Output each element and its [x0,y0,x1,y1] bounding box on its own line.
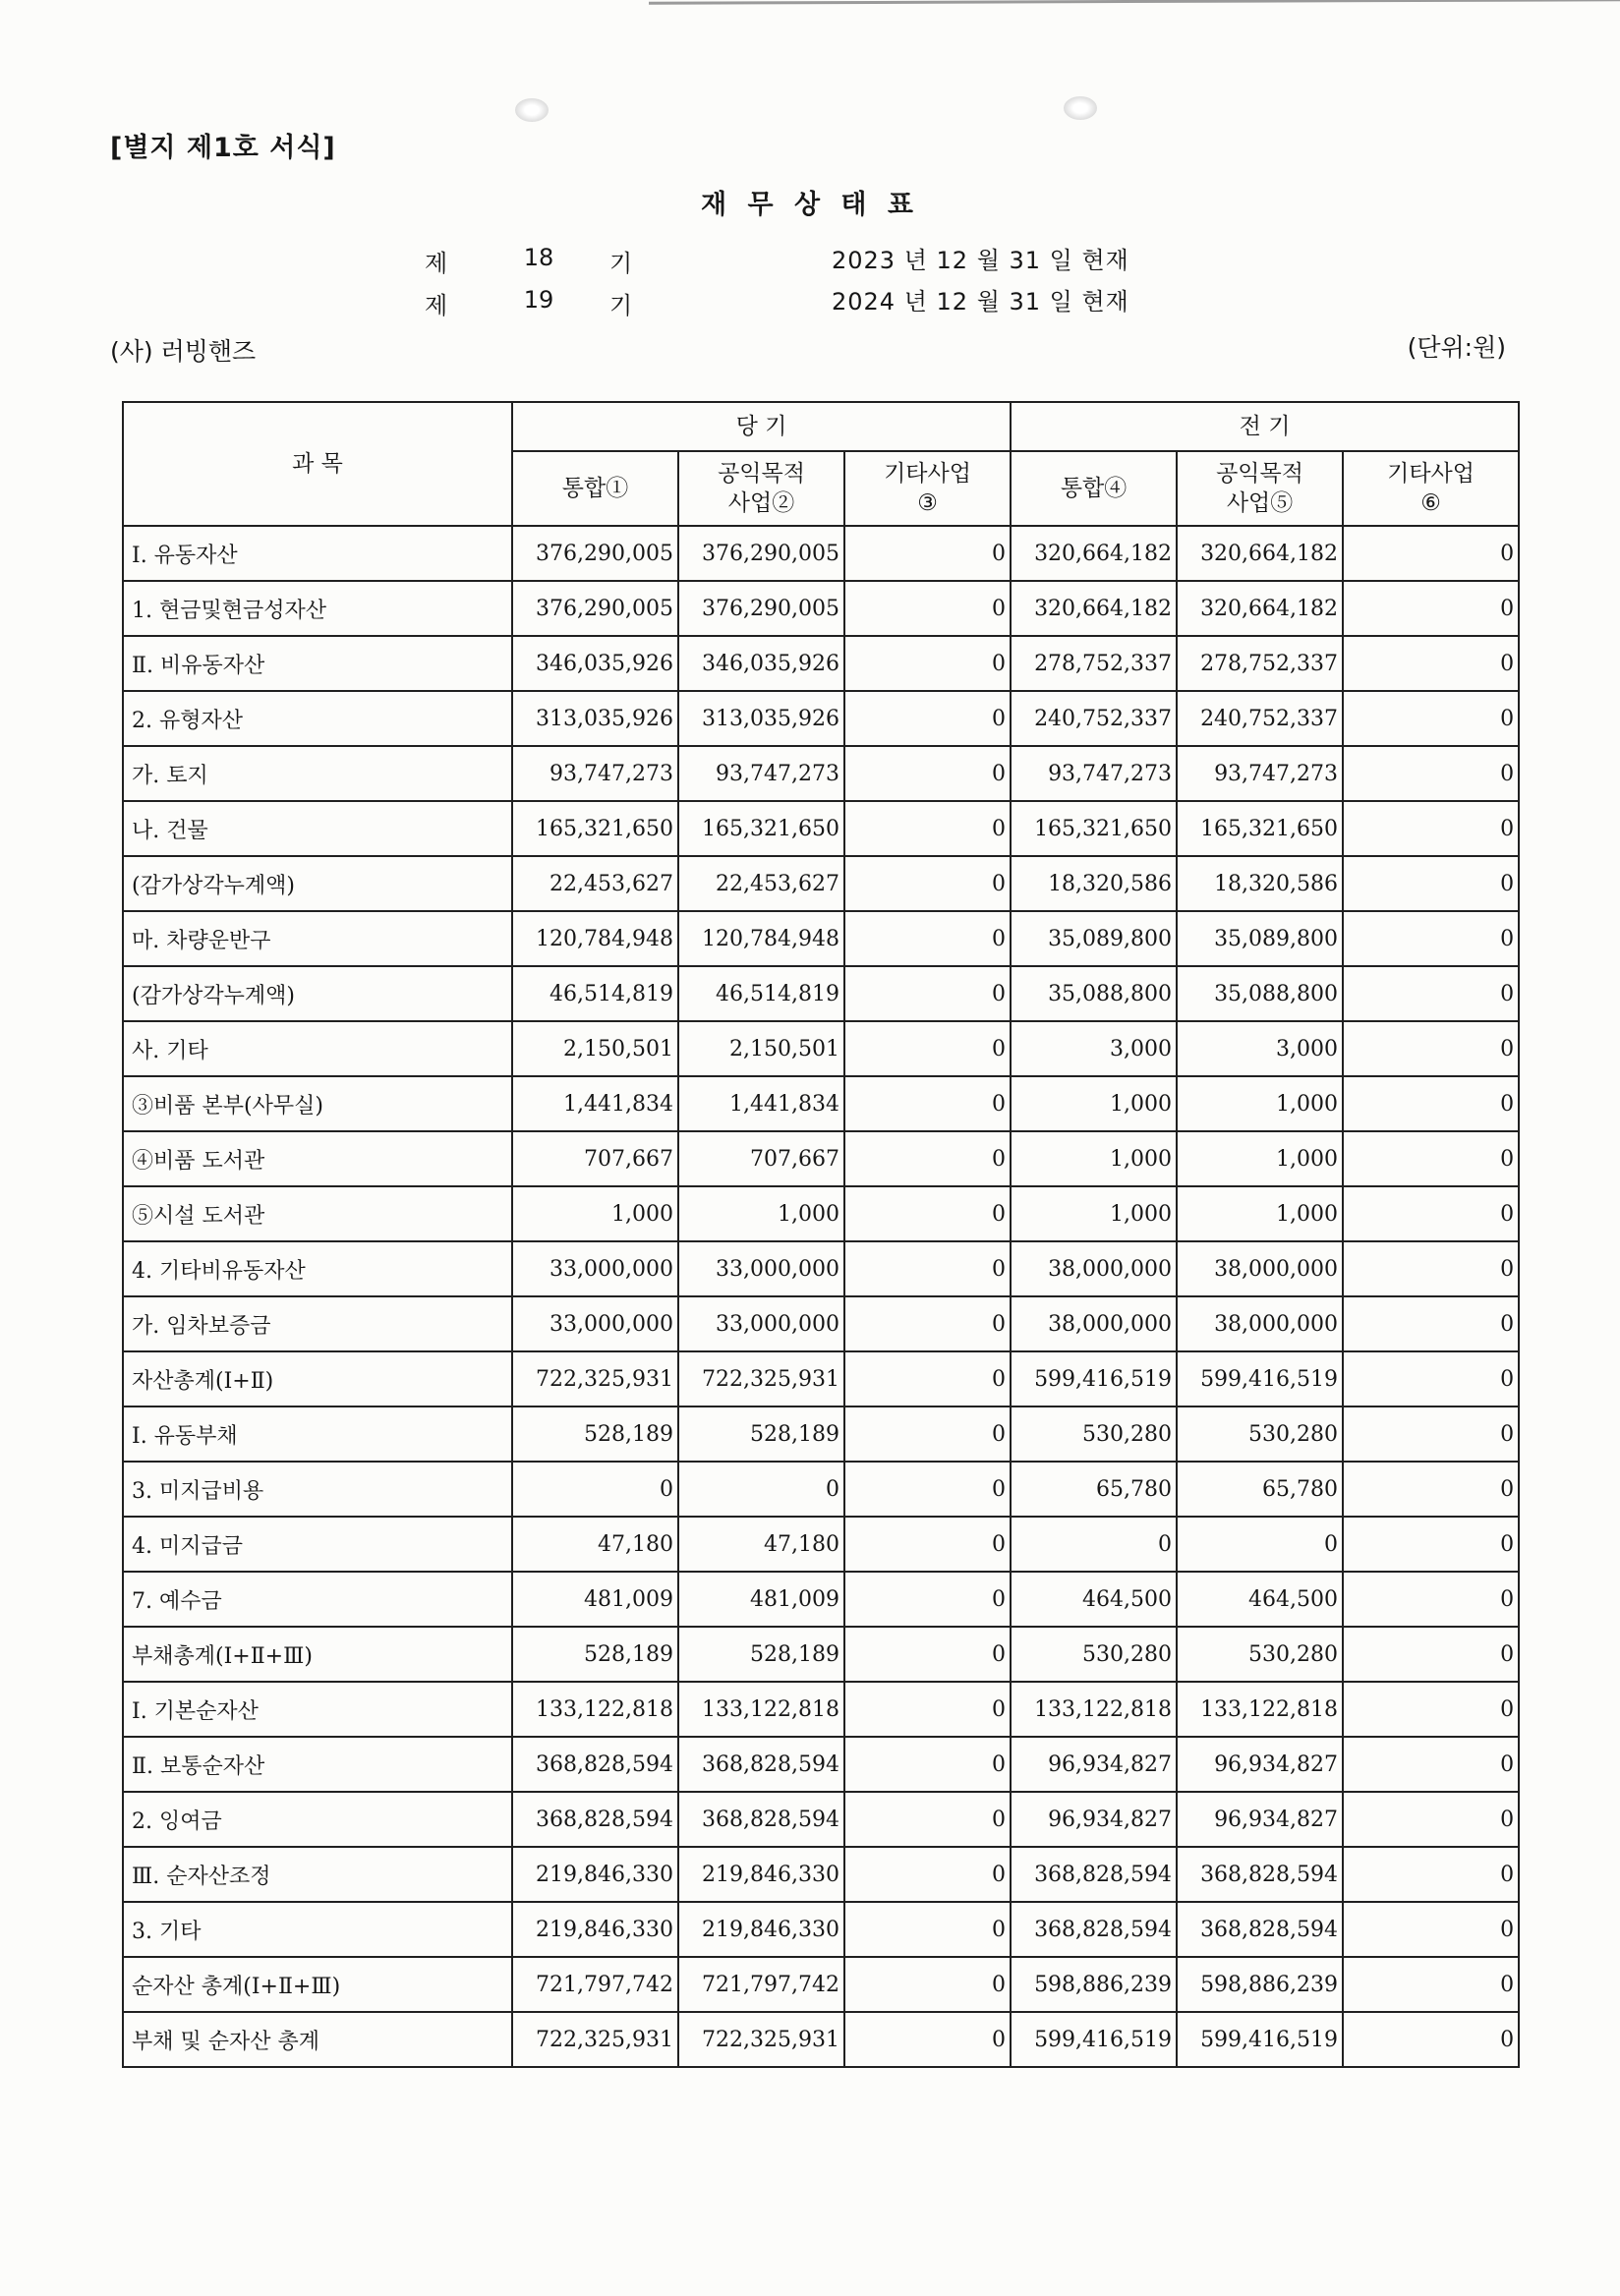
table-row [123,801,1519,856]
amount-cell: 0 [844,1957,1011,2012]
amount-cell: 0 [1343,1902,1519,1957]
amount-cell: 33,000,000 [512,1241,678,1296]
amount-cell: 165,321,650 [678,801,844,856]
amount-cell: 240,752,337 [1011,691,1177,746]
amount-cell: 0 [1011,1517,1177,1572]
header-total-previous: 통합④ [1011,451,1177,526]
amount-cell: 528,189 [678,1406,844,1462]
amount-cell: 722,325,931 [678,2012,844,2067]
amount-cell: 278,752,337 [1011,636,1177,691]
account-label: Ⅰ. 기본순자산 [123,1682,512,1737]
amount-cell: 35,089,800 [1011,911,1177,966]
amount-cell: 96,934,827 [1177,1792,1343,1847]
amount-cell: 278,752,337 [1177,636,1343,691]
account-label: 가. 임차보증금 [123,1296,512,1351]
account-label: 사. 기타 [123,1021,512,1076]
amount-cell: 707,667 [512,1131,678,1186]
amount-cell: 219,846,330 [512,1847,678,1902]
period-date: 2024 년 12 월 31 일 현재 [832,288,1129,316]
amount-cell: 528,189 [678,1627,844,1682]
amount-cell: 96,934,827 [1011,1737,1177,1792]
amount-cell: 599,416,519 [1177,1351,1343,1406]
account-label: Ⅱ. 비유동자산 [123,636,512,691]
amount-cell: 133,122,818 [1011,1682,1177,1737]
account-label: 나. 건물 [123,801,512,856]
amount-cell: 2,150,501 [678,1021,844,1076]
amount-cell: 120,784,948 [678,911,844,966]
header-subject: 과 목 [123,402,512,526]
account-label: Ⅰ. 유동자산 [123,526,512,581]
account-label: 7. 예수금 [123,1572,512,1627]
account-label: ③비품 본부(사무실) [123,1076,512,1131]
account-label: 부채총계(Ⅰ+Ⅱ+Ⅲ) [123,1627,512,1682]
period-date: 2023 년 12 월 31 일 현재 [832,247,1129,274]
account-label: 3. 기타 [123,1902,512,1957]
table-row [123,1241,1519,1296]
table-row [123,1957,1519,2012]
account-label: 4. 기타비유동자산 [123,1241,512,1296]
amount-cell: 530,280 [1177,1406,1343,1462]
amount-cell: 35,088,800 [1177,966,1343,1021]
amount-cell: 165,321,650 [1011,801,1177,856]
account-label: 자산총계(Ⅰ+Ⅱ) [123,1351,512,1406]
amount-cell: 0 [1343,1737,1519,1792]
amount-cell: 599,416,519 [1011,1351,1177,1406]
amount-cell: 0 [1177,1517,1343,1572]
amount-cell: 18,320,586 [1177,856,1343,911]
table-row [123,746,1519,801]
account-label: 순자산 총계(Ⅰ+Ⅱ+Ⅲ) [123,1957,512,2012]
amount-cell: 0 [844,1131,1011,1186]
amount-cell: 0 [1343,1131,1519,1186]
amount-cell: 722,325,931 [678,1351,844,1406]
amount-cell: 0 [844,1737,1011,1792]
amount-cell: 368,828,594 [1011,1902,1177,1957]
table-row [123,1131,1519,1186]
amount-cell: 2,150,501 [512,1021,678,1076]
amount-cell: 0 [844,966,1011,1021]
amount-cell: 0 [1343,911,1519,966]
amount-cell: 22,453,627 [512,856,678,911]
amount-cell: 35,088,800 [1011,966,1177,1021]
header-other-business-previous: 기타사업 ⑥ [1343,451,1519,526]
amount-cell: 0 [844,911,1011,966]
amount-cell: 38,000,000 [1011,1296,1177,1351]
period-prefix: 제 [425,292,448,319]
amount-cell: 96,934,827 [1011,1792,1177,1847]
amount-cell: 46,514,819 [512,966,678,1021]
amount-cell: 3,000 [1177,1021,1343,1076]
table-row [123,1076,1519,1131]
header-current-period: 당 기 [512,402,1011,451]
amount-cell: 320,664,182 [1177,526,1343,581]
amount-cell: 1,441,834 [678,1076,844,1131]
amount-cell: 133,122,818 [678,1682,844,1737]
account-label: Ⅱ. 보통순자산 [123,1737,512,1792]
period-prefix: 제 [425,250,448,277]
amount-cell: 38,000,000 [1177,1241,1343,1296]
amount-cell: 368,828,594 [512,1792,678,1847]
amount-cell: 0 [844,1682,1011,1737]
amount-cell: 0 [1343,1957,1519,2012]
table-row [123,581,1519,636]
amount-cell: 368,828,594 [1011,1847,1177,1902]
amount-cell: 0 [1343,1627,1519,1682]
amount-cell: 598,886,239 [1177,1957,1343,2012]
amount-cell: 33,000,000 [678,1296,844,1351]
amount-cell: 0 [844,1517,1011,1572]
amount-cell: 38,000,000 [1011,1241,1177,1296]
amount-cell: 33,000,000 [678,1241,844,1296]
amount-cell: 0 [844,636,1011,691]
period-suffix: 기 [609,292,633,319]
amount-cell: 368,828,594 [678,1737,844,1792]
account-label: Ⅲ. 순자산조정 [123,1847,512,1902]
amount-cell: 599,416,519 [1177,2012,1343,2067]
amount-cell: 721,797,742 [512,1957,678,2012]
period-number: 18 [523,244,554,271]
amount-cell: 530,280 [1177,1627,1343,1682]
amount-cell: 120,784,948 [512,911,678,966]
amount-cell: 3,000 [1011,1021,1177,1076]
amount-cell: 46,514,819 [678,966,844,1021]
account-label: ④비품 도서관 [123,1131,512,1186]
amount-cell: 1,000 [1177,1131,1343,1186]
amount-cell: 0 [1343,1296,1519,1351]
account-label: (감가상각누계액) [123,856,512,911]
amount-cell: 0 [844,1792,1011,1847]
amount-cell: 481,009 [512,1572,678,1627]
scan-edge-mark [649,0,1620,5]
table-row [123,1351,1519,1406]
amount-cell: 368,828,594 [1177,1847,1343,1902]
amount-cell: 599,416,519 [1011,2012,1177,2067]
account-label: 4. 미지급금 [123,1517,512,1572]
amount-cell: 93,747,273 [512,746,678,801]
table-row [123,1517,1519,1572]
table-row [123,636,1519,691]
amount-cell: 0 [844,2012,1011,2067]
amount-cell: 65,780 [1011,1462,1177,1517]
amount-cell: 33,000,000 [512,1296,678,1351]
amount-cell: 47,180 [678,1517,844,1572]
table-row [123,1737,1519,1792]
amount-cell: 1,000 [1011,1186,1177,1241]
amount-cell: 481,009 [678,1572,844,1627]
document-title: 재 무 상 태 표 [700,190,919,220]
amount-cell: 1,441,834 [512,1076,678,1131]
amount-cell: 721,797,742 [678,1957,844,2012]
punch-hole [1064,96,1097,120]
amount-cell: 722,325,931 [512,1351,678,1406]
account-label: 가. 토지 [123,746,512,801]
table-row [123,2012,1519,2067]
amount-cell: 464,500 [1011,1572,1177,1627]
amount-cell: 0 [1343,856,1519,911]
header-previous-period: 전 기 [1011,402,1519,451]
amount-cell: 368,828,594 [512,1737,678,1792]
table-row [123,1902,1519,1957]
amount-cell: 93,747,273 [1177,746,1343,801]
table-row [123,1021,1519,1076]
amount-cell: 313,035,926 [512,691,678,746]
table-row [123,1847,1519,1902]
amount-cell: 376,290,005 [512,526,678,581]
amount-cell: 0 [1343,1847,1519,1902]
table-row [123,1406,1519,1462]
amount-cell: 0 [844,1186,1011,1241]
account-label: 마. 차량운반구 [123,911,512,966]
amount-cell: 165,321,650 [1177,801,1343,856]
amount-cell: 219,846,330 [678,1902,844,1957]
amount-cell: 376,290,005 [678,581,844,636]
account-label: 2. 유형자산 [123,691,512,746]
amount-cell: 0 [1343,1517,1519,1572]
amount-cell: 376,290,005 [512,581,678,636]
amount-cell: 0 [1343,1241,1519,1296]
amount-cell: 376,290,005 [678,526,844,581]
period-suffix: 기 [609,250,633,277]
header-other-business-current: 기타사업 ③ [844,451,1011,526]
amount-cell: 0 [1343,581,1519,636]
amount-cell: 22,453,627 [678,856,844,911]
amount-cell: 0 [844,1847,1011,1902]
account-label: 1. 현금및현금성자산 [123,581,512,636]
amount-cell: 1,000 [678,1186,844,1241]
amount-cell: 18,320,586 [1011,856,1177,911]
amount-cell: 0 [1343,1792,1519,1847]
amount-cell: 0 [1343,526,1519,581]
table-row [123,1572,1519,1627]
amount-cell: 219,846,330 [512,1902,678,1957]
account-label: (감가상각누계액) [123,966,512,1021]
amount-cell: 530,280 [1011,1627,1177,1682]
account-label: 3. 미지급비용 [123,1462,512,1517]
amount-cell: 93,747,273 [1011,746,1177,801]
amount-cell: 0 [1343,2012,1519,2067]
amount-cell: 707,667 [678,1131,844,1186]
amount-cell: 0 [844,1241,1011,1296]
table-row [123,1682,1519,1737]
amount-cell: 0 [1343,691,1519,746]
amount-cell: 0 [1343,1406,1519,1462]
amount-cell: 38,000,000 [1177,1296,1343,1351]
header-public-purpose-current: 공익목적 사업② [678,451,844,526]
amount-cell: 0 [844,1902,1011,1957]
amount-cell: 0 [844,1462,1011,1517]
amount-cell: 0 [844,1406,1011,1462]
amount-cell: 0 [1343,636,1519,691]
header-public-purpose-previous: 공익목적 사업⑤ [1177,451,1343,526]
amount-cell: 0 [844,1076,1011,1131]
amount-cell: 0 [1343,1021,1519,1076]
amount-cell: 346,035,926 [678,636,844,691]
account-label: Ⅰ. 유동부채 [123,1406,512,1462]
amount-cell: 1,000 [1011,1131,1177,1186]
amount-cell: 0 [1343,1572,1519,1627]
amount-cell: 0 [844,746,1011,801]
table-row [123,911,1519,966]
amount-cell: 320,664,182 [1011,526,1177,581]
amount-cell: 240,752,337 [1177,691,1343,746]
amount-cell: 598,886,239 [1011,1957,1177,2012]
amount-cell: 528,189 [512,1627,678,1682]
amount-cell: 320,664,182 [1177,581,1343,636]
table-row [123,856,1519,911]
amount-cell: 133,122,818 [1177,1682,1343,1737]
table-row [123,691,1519,746]
amount-cell: 0 [844,581,1011,636]
amount-cell: 0 [844,801,1011,856]
amount-cell: 722,325,931 [512,2012,678,2067]
account-label: 부채 및 순자산 총계 [123,2012,512,2067]
punch-hole [515,98,549,122]
amount-cell: 0 [844,1627,1011,1682]
amount-cell: 313,035,926 [678,691,844,746]
table-row [123,526,1519,581]
amount-cell: 0 [844,856,1011,911]
table-row [123,1296,1519,1351]
organization-name: (사) 러빙핸즈 [110,337,257,366]
amount-cell: 530,280 [1011,1406,1177,1462]
amount-cell: 368,828,594 [1177,1902,1343,1957]
amount-cell: 35,089,800 [1177,911,1343,966]
amount-cell: 0 [844,1572,1011,1627]
table-row [123,966,1519,1021]
amount-cell: 0 [844,1021,1011,1076]
amount-cell: 0 [1343,1462,1519,1517]
amount-cell: 0 [1343,1682,1519,1737]
amount-cell: 1,000 [512,1186,678,1241]
amount-cell: 0 [512,1462,678,1517]
unit-label: (단위:원) [1407,333,1506,362]
amount-cell: 0 [844,526,1011,581]
amount-cell: 464,500 [1177,1572,1343,1627]
amount-cell: 0 [1343,1186,1519,1241]
table-row [123,1627,1519,1682]
table-row [123,1186,1519,1241]
balance-sheet-table [122,401,1520,2068]
amount-cell: 0 [1343,1351,1519,1406]
account-label: 2. 잉여금 [123,1792,512,1847]
table-row [123,1462,1519,1517]
amount-cell: 0 [844,691,1011,746]
amount-cell: 65,780 [1177,1462,1343,1517]
amount-cell: 1,000 [1177,1076,1343,1131]
amount-cell: 368,828,594 [678,1792,844,1847]
amount-cell: 528,189 [512,1406,678,1462]
amount-cell: 96,934,827 [1177,1737,1343,1792]
amount-cell: 0 [1343,746,1519,801]
amount-cell: 0 [844,1351,1011,1406]
amount-cell: 0 [678,1462,844,1517]
amount-cell: 0 [844,1296,1011,1351]
amount-cell: 320,664,182 [1011,581,1177,636]
amount-cell: 0 [1343,801,1519,856]
amount-cell: 1,000 [1011,1076,1177,1131]
amount-cell: 219,846,330 [678,1847,844,1902]
amount-cell: 133,122,818 [512,1682,678,1737]
amount-cell: 93,747,273 [678,746,844,801]
form-label: [별지 제1호 서식] [110,133,336,163]
account-label: ⑤시설 도서관 [123,1186,512,1241]
period-number: 19 [523,286,554,314]
amount-cell: 47,180 [512,1517,678,1572]
amount-cell: 1,000 [1177,1186,1343,1241]
amount-cell: 0 [1343,966,1519,1021]
amount-cell: 346,035,926 [512,636,678,691]
table-row [123,1792,1519,1847]
amount-cell: 0 [1343,1076,1519,1131]
header-total-current: 통합① [512,451,678,526]
amount-cell: 165,321,650 [512,801,678,856]
